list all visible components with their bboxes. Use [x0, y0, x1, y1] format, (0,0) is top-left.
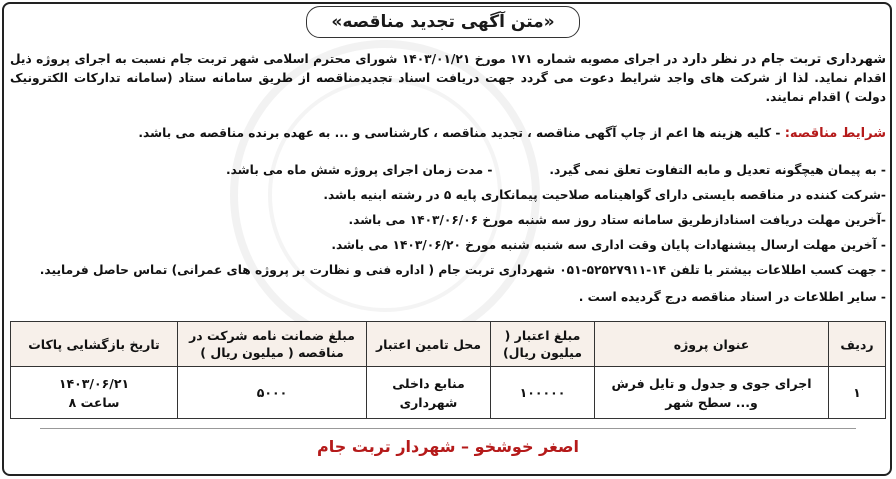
condition-2: - به پیمان هیچگونه تعدیل و مابه التفاوت تعلق نمی گیرد. [549, 163, 886, 177]
table-header-row [11, 322, 886, 367]
condition-3: -شرکت کننده در مناقصه بایستی دارای گواهینامه صلاحیت پیمانکاری پایه ۵ در رشته ابنیه باشد. [323, 188, 886, 202]
cell-opening-date [11, 367, 178, 419]
condition-6: - جهت کسب اطلاعات بیشتر با تلفن ۱۴-۵۲۵۲۷۹۱۱-۰۵۱ شهرداری تربت جام ( اداره فنی و نظارت بر پروژه های عمرانی) تماس حاصل فرمایید. [39, 263, 886, 277]
conditions-title: شرایط مناقصه: [784, 126, 886, 141]
notice-title: «متن آگهی تجدید مناقصه» [306, 6, 580, 38]
condition-1 [138, 126, 886, 141]
header-opening-date: تاریخ بازگشایی پاکات [11, 322, 178, 367]
condition-7: - سایر اطلاعات در اسناد مناقصه درج گردیده است . [578, 290, 886, 304]
intro-text: در اجرای مصوبه شماره ۱۷۱ مورخ ۱۴۰۳/۰۱/۲۱ شورای محترم اسلامی شهر تربت جام نسبت به اجرای پروژه ذیل اقدام نماید. لذا از شرکت های واجد شرایط دعوت می گردد جهت دریافت اسناد تجدیدمناقصه از طریق سامانه ستاد (سامانه تدارکات الکترونیک دولت ) اقدام نمایند. [10, 52, 886, 104]
header-guarantee: مبلغ ضمانت نامه شرکت در مناقصه ( میلیون ریال ) [178, 322, 367, 367]
intro-lead: شهرداری تربت جام در نظر دارد [681, 52, 886, 67]
cell-funding-source: منابع داخلی شهرداری [367, 367, 491, 419]
condition-duration: - مدت زمان اجرای پروژه شش ماه می باشد. [226, 163, 493, 177]
header-project-title: عنوان پروژه [595, 322, 829, 367]
condition-text: - کلیه هزینه ها اعم از چاپ آگهی مناقصه ، تجدید مناقصه ، کارشناسی و ... به عهده برنده مناقصه می باشد. [138, 126, 781, 140]
condition-4: -آخرین مهلت دریافت اسنادازطریق سامانه ستاد روز سه شنبه مورخ ۱۴۰۳/۰۶/۰۶ می باشد. [348, 213, 886, 227]
cell-project-title [595, 367, 829, 419]
project-title-line1: اجرای جوی و جدول و تایل فرش [611, 375, 812, 391]
table-row [11, 367, 886, 419]
header-funding-source: محل تامین اعتبار [367, 322, 491, 367]
cell-guarantee: ۵۰۰۰ [178, 367, 367, 419]
footer-divider [40, 428, 856, 429]
condition-5: - آخرین مهلت ارسال پیشنهادات پایان وقت اداری سه شنبه شنبه مورخ ۱۴۰۳/۰۶/۲۰ می باشد. [331, 238, 886, 252]
cell-row-number: ۱ [829, 367, 886, 419]
projects-table [10, 321, 886, 419]
opening-time: ساعت ۸ [68, 394, 120, 410]
project-title-line2: و... سطح شهر [665, 394, 758, 410]
opening-date: ۱۴۰۳/۰۶/۲۱ [58, 375, 130, 391]
header-credit: مبلغ اعتبار ( میلیون ریال) [491, 322, 595, 367]
mayor-signature: اصغر خوشخو – شهردار تربت جام [317, 437, 579, 456]
intro-paragraph [10, 50, 886, 107]
header-row-number: ردیف [829, 322, 886, 367]
cell-credit: ۱۰۰۰۰۰ [491, 367, 595, 419]
